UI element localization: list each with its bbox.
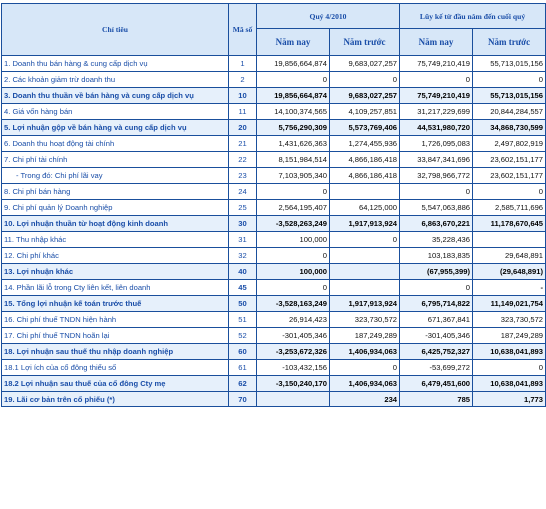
- cumulative-this-year-value: 103,183,835: [400, 248, 473, 264]
- cumulative-prev-year-value: 0: [473, 184, 546, 200]
- row-code: 24: [229, 184, 257, 200]
- table-row: [2, 56, 546, 72]
- table-row: [2, 280, 546, 296]
- row-code: 11: [229, 104, 257, 120]
- row-label: 7. Chi phí tài chính: [2, 152, 229, 168]
- header-cumulative: Lũy kế từ đầu năm đến cuối quý: [400, 4, 546, 29]
- cumulative-this-year-value: 0: [400, 184, 473, 200]
- quarter-this-year-value: 0: [257, 248, 330, 264]
- quarter-this-year-value: 5,756,290,309: [257, 120, 330, 136]
- table-header: [2, 4, 546, 56]
- row-code: 32: [229, 248, 257, 264]
- row-label: 10. Lợi nhuận thuần từ hoạt động kinh doanh: [2, 216, 229, 232]
- header-quarter-prev-year: Năm trước: [330, 29, 400, 56]
- row-label: 9. Chi phí quản lý Doanh nghiệp: [2, 200, 229, 216]
- row-label: 5. Lợi nhuận gộp về bán hàng và cung cấp dịch vụ: [2, 120, 229, 136]
- quarter-prev-year-value: 9,683,027,257: [330, 56, 400, 72]
- row-label: 12. Chi phí khác: [2, 248, 229, 264]
- row-code: 70: [229, 392, 257, 407]
- header-ma-so: Mã số: [229, 4, 257, 56]
- quarter-prev-year-value: 5,573,769,406: [330, 120, 400, 136]
- row-label: 15. Tổng lợi nhuận kế toán trước thuế: [2, 296, 229, 312]
- quarter-prev-year-value: [330, 184, 400, 200]
- row-code: 21: [229, 136, 257, 152]
- row-label: 14. Phần lãi lỗ trong Cty liên kết, liên doanh: [2, 280, 229, 296]
- header-quarter-this-year: Năm nay: [257, 29, 330, 56]
- quarter-prev-year-value: 4,109,257,851: [330, 104, 400, 120]
- quarter-this-year-value: -103,432,156: [257, 360, 330, 376]
- quarter-prev-year-value: 4,866,186,418: [330, 152, 400, 168]
- row-code: 52: [229, 328, 257, 344]
- quarter-this-year-value: 100,000: [257, 264, 330, 280]
- table-row: [2, 104, 546, 120]
- row-code: 23: [229, 168, 257, 184]
- cumulative-this-year-value: 0: [400, 72, 473, 88]
- row-code: 2: [229, 72, 257, 88]
- cumulative-prev-year-value: (29,648,891): [473, 264, 546, 280]
- row-code: 20: [229, 120, 257, 136]
- row-code: 30: [229, 216, 257, 232]
- row-code: 22: [229, 152, 257, 168]
- table-row: [2, 312, 546, 328]
- quarter-prev-year-value: 4,866,186,418: [330, 168, 400, 184]
- quarter-this-year-value: -3,150,240,170: [257, 376, 330, 392]
- table-row: [2, 328, 546, 344]
- cumulative-this-year-value: 44,531,980,720: [400, 120, 473, 136]
- row-label: 17. Chi phí thuế TNDN hoãn lại: [2, 328, 229, 344]
- cumulative-this-year-value: 31,217,229,699: [400, 104, 473, 120]
- header-chi-tieu: Chỉ tiêu: [2, 4, 229, 56]
- table-row: [2, 72, 546, 88]
- quarter-prev-year-value: 0: [330, 360, 400, 376]
- quarter-prev-year-value: 323,730,572: [330, 312, 400, 328]
- quarter-prev-year-value: 1,406,934,063: [330, 344, 400, 360]
- row-label: 13. Lợi nhuận khác: [2, 264, 229, 280]
- quarter-this-year-value: 100,000: [257, 232, 330, 248]
- row-code: 60: [229, 344, 257, 360]
- quarter-this-year-value: 0: [257, 72, 330, 88]
- row-code: 31: [229, 232, 257, 248]
- quarter-prev-year-value: 9,683,027,257: [330, 88, 400, 104]
- quarter-prev-year-value: 234: [330, 392, 400, 407]
- quarter-this-year-value: 8,151,984,514: [257, 152, 330, 168]
- row-code: 45: [229, 280, 257, 296]
- quarter-prev-year-value: [330, 280, 400, 296]
- row-label: 8. Chi phí bán hàng: [2, 184, 229, 200]
- cumulative-prev-year-value: 0: [473, 72, 546, 88]
- quarter-this-year-value: 14,100,374,565: [257, 104, 330, 120]
- quarter-this-year-value: 0: [257, 280, 330, 296]
- cumulative-this-year-value: 671,367,841: [400, 312, 473, 328]
- cumulative-prev-year-value: 11,149,021,754: [473, 296, 546, 312]
- row-label: 16. Chi phí thuế TNDN hiện hành: [2, 312, 229, 328]
- row-label: 19. Lãi cơ bản trên cổ phiếu (*): [2, 392, 229, 407]
- quarter-this-year-value: 19,856,664,874: [257, 56, 330, 72]
- cumulative-this-year-value: 75,749,210,419: [400, 88, 473, 104]
- income-statement-table: [1, 3, 546, 407]
- quarter-this-year-value: 1,431,626,363: [257, 136, 330, 152]
- quarter-prev-year-value: 1,274,455,936: [330, 136, 400, 152]
- row-label: 4. Giá vốn hàng bán: [2, 104, 229, 120]
- cumulative-this-year-value: 785: [400, 392, 473, 407]
- table-row: [2, 88, 546, 104]
- cumulative-this-year-value: 6,795,714,822: [400, 296, 473, 312]
- row-code: 10: [229, 88, 257, 104]
- quarter-this-year-value: -3,528,263,249: [257, 216, 330, 232]
- quarter-prev-year-value: 0: [330, 72, 400, 88]
- row-label: 18.1 Lợi ích của cổ đông thiểu số: [2, 360, 229, 376]
- cumulative-prev-year-value: 34,868,730,599: [473, 120, 546, 136]
- quarter-prev-year-value: 1,917,913,924: [330, 296, 400, 312]
- table-row: [2, 248, 546, 264]
- cumulative-prev-year-value: -: [473, 280, 546, 296]
- cumulative-this-year-value: 0: [400, 280, 473, 296]
- cumulative-this-year-value: (67,955,399): [400, 264, 473, 280]
- table-row: [2, 184, 546, 200]
- cumulative-prev-year-value: 55,713,015,156: [473, 88, 546, 104]
- quarter-this-year-value: 7,103,905,340: [257, 168, 330, 184]
- quarter-prev-year-value: [330, 264, 400, 280]
- row-label: 2. Các khoản giảm trừ doanh thu: [2, 72, 229, 88]
- cumulative-prev-year-value: 55,713,015,156: [473, 56, 546, 72]
- quarter-this-year-value: -3,528,163,249: [257, 296, 330, 312]
- table-row: [2, 232, 546, 248]
- row-code: 51: [229, 312, 257, 328]
- cumulative-prev-year-value: 20,844,284,557: [473, 104, 546, 120]
- cumulative-prev-year-value: 10,638,041,893: [473, 344, 546, 360]
- table-body: [2, 56, 546, 407]
- cumulative-this-year-value: 1,726,095,083: [400, 136, 473, 152]
- cumulative-prev-year-value: 323,730,572: [473, 312, 546, 328]
- cumulative-this-year-value: 35,228,436: [400, 232, 473, 248]
- cumulative-prev-year-value: 10,638,041,893: [473, 376, 546, 392]
- cumulative-prev-year-value: 11,178,670,645: [473, 216, 546, 232]
- table-row: [2, 360, 546, 376]
- cumulative-prev-year-value: 187,249,289: [473, 328, 546, 344]
- row-code: 40: [229, 264, 257, 280]
- cumulative-this-year-value: -301,405,346: [400, 328, 473, 344]
- quarter-this-year-value: 19,856,664,874: [257, 88, 330, 104]
- cumulative-prev-year-value: 23,602,151,177: [473, 152, 546, 168]
- row-label: 1. Doanh thu bán hàng & cung cấp dịch vụ: [2, 56, 229, 72]
- table-row: [2, 120, 546, 136]
- cumulative-this-year-value: 6,425,752,327: [400, 344, 473, 360]
- cumulative-prev-year-value: 0: [473, 360, 546, 376]
- row-label: - Trong đó: Chi phí lãi vay: [2, 168, 229, 184]
- quarter-prev-year-value: 64,125,000: [330, 200, 400, 216]
- table-row: [2, 216, 546, 232]
- quarter-this-year-value: [257, 392, 330, 407]
- quarter-prev-year-value: 0: [330, 232, 400, 248]
- table-row: [2, 376, 546, 392]
- table-row: [2, 152, 546, 168]
- cumulative-prev-year-value: 1,773: [473, 392, 546, 407]
- quarter-this-year-value: -3,253,672,326: [257, 344, 330, 360]
- cumulative-this-year-value: 5,547,063,886: [400, 200, 473, 216]
- row-label: 6. Doanh thu hoạt động tài chính: [2, 136, 229, 152]
- quarter-this-year-value: 2,564,195,407: [257, 200, 330, 216]
- cumulative-prev-year-value: 2,497,802,919: [473, 136, 546, 152]
- row-code: 50: [229, 296, 257, 312]
- row-label: 18. Lợi nhuận sau thuế thu nhập doanh nghiệp: [2, 344, 229, 360]
- table-row: [2, 344, 546, 360]
- header-quarter: Quý 4/2010: [257, 4, 400, 29]
- row-code: 1: [229, 56, 257, 72]
- cumulative-prev-year-value: 29,648,891: [473, 248, 546, 264]
- cumulative-this-year-value: -53,699,272: [400, 360, 473, 376]
- header-cumulative-prev-year: Năm trước: [473, 29, 546, 56]
- cumulative-this-year-value: 33,847,341,696: [400, 152, 473, 168]
- header-cumulative-this-year: Năm nay: [400, 29, 473, 56]
- cumulative-prev-year-value: 23,602,151,177: [473, 168, 546, 184]
- cumulative-prev-year-value: 2,585,711,696: [473, 200, 546, 216]
- table-row: [2, 392, 546, 407]
- quarter-prev-year-value: 187,249,289: [330, 328, 400, 344]
- cumulative-this-year-value: 75,749,210,419: [400, 56, 473, 72]
- row-code: 61: [229, 360, 257, 376]
- quarter-this-year-value: -301,405,346: [257, 328, 330, 344]
- row-label: 18.2 Lợi nhuận sau thuế của cổ đông Cty mẹ: [2, 376, 229, 392]
- row-code: 62: [229, 376, 257, 392]
- table-row: [2, 200, 546, 216]
- table-row: [2, 168, 546, 184]
- table-row: [2, 264, 546, 280]
- cumulative-this-year-value: 6,863,670,221: [400, 216, 473, 232]
- table-row: [2, 296, 546, 312]
- quarter-this-year-value: 26,914,423: [257, 312, 330, 328]
- quarter-prev-year-value: 1,917,913,924: [330, 216, 400, 232]
- quarter-this-year-value: 0: [257, 184, 330, 200]
- row-label: 11. Thu nhập khác: [2, 232, 229, 248]
- quarter-prev-year-value: 1,406,934,063: [330, 376, 400, 392]
- quarter-prev-year-value: [330, 248, 400, 264]
- cumulative-this-year-value: 6,479,451,600: [400, 376, 473, 392]
- row-label: 3. Doanh thu thuần về bán hàng và cung cấp dịch vụ: [2, 88, 229, 104]
- cumulative-prev-year-value: [473, 232, 546, 248]
- cumulative-this-year-value: 32,798,966,772: [400, 168, 473, 184]
- table-row: [2, 136, 546, 152]
- row-code: 25: [229, 200, 257, 216]
